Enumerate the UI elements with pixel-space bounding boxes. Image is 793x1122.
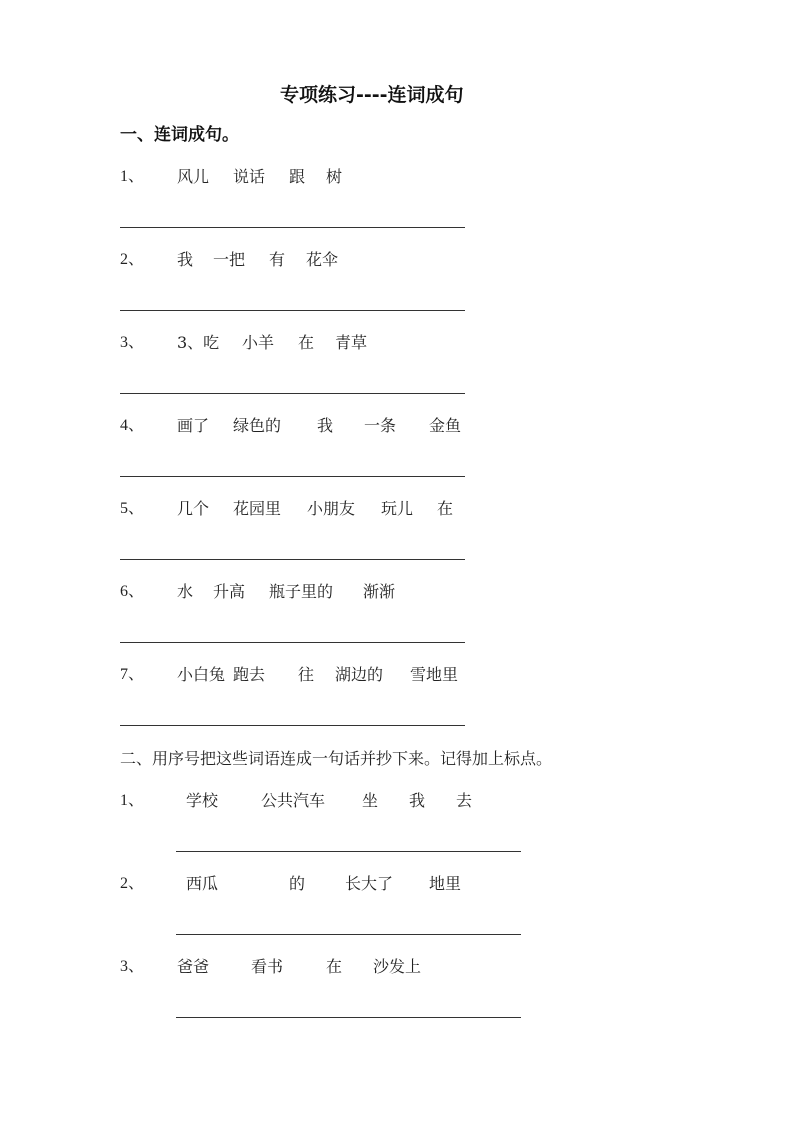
answer-line[interactable] — [120, 227, 465, 228]
word: 一把 — [213, 250, 246, 269]
word: 雪地里 — [410, 665, 459, 684]
word: 青草 — [335, 333, 368, 352]
answer-line[interactable] — [120, 393, 465, 394]
word: 我 — [317, 416, 334, 435]
word: 渐渐 — [363, 582, 396, 601]
answer-line[interactable] — [120, 725, 465, 726]
word: 坐 — [362, 791, 379, 810]
word: 公共汽车 — [261, 791, 326, 810]
word: 在 — [326, 957, 343, 976]
section-2-heading: 二、用序号把这些词语连成一句话并抄下来。记得加上标点。 — [120, 749, 553, 768]
section-1-heading: 一、连词成句。 — [120, 125, 239, 145]
word: 在 — [298, 333, 315, 352]
word: 我 — [409, 791, 426, 810]
word: 小羊 — [242, 333, 275, 352]
word: 爸爸 — [177, 957, 210, 976]
word: 看书 — [251, 957, 284, 976]
word: 玩儿 — [381, 499, 414, 518]
word: 一条 — [364, 416, 397, 435]
answer-line[interactable] — [176, 934, 521, 935]
word: 花伞 — [306, 250, 339, 269]
item-number: 1、 — [120, 792, 145, 809]
word: 湖边的 — [335, 665, 384, 684]
word: 的 — [289, 874, 306, 893]
word: 树 — [326, 167, 343, 186]
item-number: 6、 — [120, 583, 145, 600]
word: 瓶子里的 — [269, 582, 334, 601]
item-number: 5、 — [120, 500, 145, 517]
word: 有 — [269, 250, 286, 269]
answer-line[interactable] — [120, 559, 465, 560]
word: 说话 — [233, 167, 266, 186]
item-number: 3、 — [120, 334, 145, 351]
word: 画了 — [177, 416, 210, 435]
item-number: 1、 — [120, 168, 145, 185]
item-number: 4、 — [120, 417, 145, 434]
word: 去 — [456, 791, 473, 810]
word: 升高 — [213, 582, 246, 601]
word: 在 — [437, 499, 454, 518]
item-number: 2、 — [120, 875, 145, 892]
item-number: 2、 — [120, 251, 145, 268]
word: 风儿 — [177, 167, 210, 186]
item-number: 3、 — [120, 958, 145, 975]
answer-line[interactable] — [176, 1017, 521, 1018]
answer-line[interactable] — [120, 642, 465, 643]
answer-line[interactable] — [120, 476, 465, 477]
word: 往 — [298, 665, 315, 684]
word: 地里 — [429, 874, 462, 893]
word: 长大了 — [345, 874, 394, 893]
word: 3、吃 — [177, 333, 220, 352]
word: 我 — [177, 250, 194, 269]
word: 几个 — [177, 499, 210, 518]
word: 跟 — [289, 167, 306, 186]
answer-line[interactable] — [120, 310, 465, 311]
item-number: 7、 — [120, 666, 145, 683]
word: 金鱼 — [429, 416, 462, 435]
word: 小白兔 — [177, 665, 226, 684]
word: 学校 — [186, 791, 219, 810]
word: 沙发上 — [373, 957, 422, 976]
page-title: 专项练习----连词成句 — [280, 84, 464, 106]
word: 西瓜 — [186, 874, 219, 893]
word: 小朋友 — [307, 499, 356, 518]
word: 绿色的 — [233, 416, 282, 435]
word: 花园里 — [233, 499, 282, 518]
answer-line[interactable] — [176, 851, 521, 852]
word: 水 — [177, 582, 194, 601]
word: 跑去 — [233, 665, 266, 684]
